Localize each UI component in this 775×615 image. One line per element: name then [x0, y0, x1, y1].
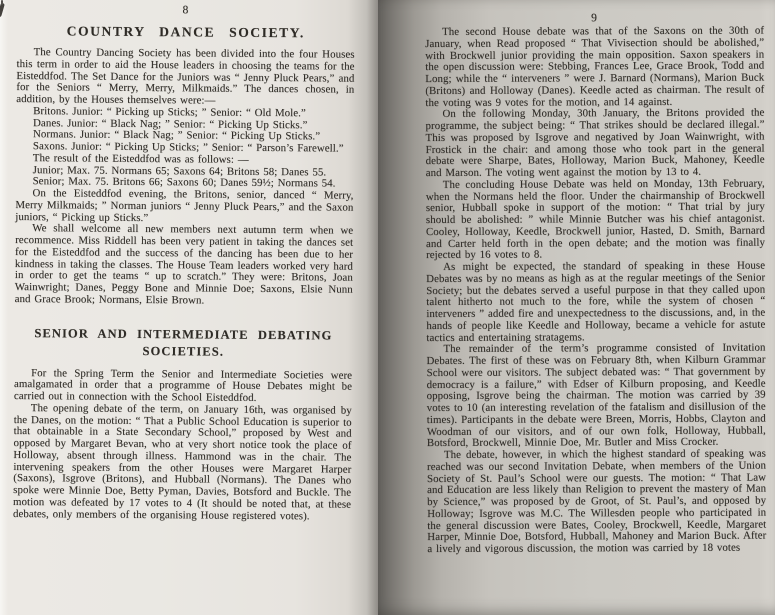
- heading-debating-societies: SENIOR AND INTERMEDIATE DEBATING SOCIETIES.: [34, 325, 333, 359]
- page-right: [378, 0, 775, 615]
- paragraph: On the following Monday, 30th January, the Britons provided the programme, the subject being: “ That strikes should be declared illegal.” This was proposed by Isgrove and negatived by Joan Wainwright, with Frostick in the chair: and among those who took part in the general debate were Sharpe, Bates, Holloway, Marion Buck, Mahoney, Keedle and Marson. The voting went against the motion by 13 to 4.: [425, 106, 765, 179]
- paragraph: The second House debate was that of the Saxons on the 30th of January, when Read proposed “ That Vivisection should be abolished,” with Brockwell junior providing the main opposition. Saxon speakers in the open discussion were: Stebbing, Frances Lee, Grace Brook, Todd and Long; while the “ interveners ” were J. Barnard (Normans), Marion Buck (Britons) and Holloway (Danes). Keedle acted as chairman. The result of the voting was 9 votes for the motion, and 14 against.: [425, 24, 765, 109]
- scan-artifact-mark-small: [1, 0, 3, 5]
- dance-list-line-saxons: Saxons. Junior: “ Picking Up Sticks; ” Senior: “ Parson’s Farewell.”: [32, 140, 344, 155]
- paragraph: For the Spring Term the Senior and Intermediate Societies were amalgamated in order that a programme of House Debates might be carried out in connection with the School Eisteddfod.: [13, 366, 353, 404]
- dance-list-line-normans: Normans. Junior: “ Black Nag; ” Senior: “ Picking Up Sticks.”: [32, 128, 321, 143]
- paragraph: The concluding House Debate was held on Monday, 13th February, when the Normans held the floor. Under the chairmanship of Brockwell senior, Hubball spoke in support of the motion: “ That trial by jury should be abolished: ” while Minnie Butcher was his chief antagonist. Cooley, Holloway, Keedle, Brockwell junior, Hasted, D. Smith, Barnard and Carter held forth in the open debate; and the motion was finally rejected by 16 votes to 8.: [425, 177, 766, 262]
- result-intro-line: The result of the Eisteddfod was as follows: —: [32, 151, 249, 166]
- result-line-junior: Junior; Max. 75. Normans 65; Saxons 64; Britons 58; Danes 55.: [32, 163, 327, 178]
- page-number-right: 9: [591, 12, 598, 25]
- paragraph: As might be expected, the standard of speaking in these House Debates was by no means as high as at the regular meetings of the Senior Society; but the debates served a useful purpose in that they called upon talent hitherto not much to the fore, while the system of chosen “ interveners ” added fire and unexpectedness to the discussions, and, in the hands of people like Keedle and Holloway, became a vehicle for astute tactics and entertaining stratagems.: [426, 259, 766, 344]
- paragraph: The remainder of the term’s programme consisted of Invitation Debates. The first of these was on February 8th, when Kilburn Grammar School were our visitors. The subject debated was: “ That government by democracy is a failure,” with Edser of Kilburn proposing, and Keedle opposing, Isgrove being the chairman. The motion was carried by 39 votes to 10 (an interesting revelation of the fatalism and disillusion of the times). Participants in the debate were Breen, Morris, Hobbs, Clayton and Woodman of our visitors, and of our own folk, Holloway, Hubball, Botsford, Brockwell, Minnie Doe, Mr. Butler and Miss Crocker.: [426, 341, 766, 450]
- paragraph: The debate, however, in which the highest standard of speaking was reached was our second Invitation Debate, when members of the Union Society of St. Paul’s School were our guests. The motion: “ That Law and Education are less likely than Religion to prevent the mastery of Man by Science,” was proposed by de Groot, of St. Paul’s, and opposed by Holloway; Isgrove was M.C. The Willesden people who participated in the general discussion were Bates, Cooley, Brockwell, Keedle, Margaret Harper, Minnie Doe, Botsford, Hubball, Mahoney and Marion Buck. After a lively and vigorous discussion, the motion was carried by 18 votes: [426, 447, 767, 555]
- page-right-text: [425, 12, 766, 556]
- page-number-left: 8: [182, 4, 190, 17]
- dance-list-line-britons: Britons. Junior: “ Picking up Sticks; ” Senior: “ Old Mole.”: [33, 104, 306, 120]
- paragraph: We shall welcome all new members next autumn term when we recommence. Miss Riddell has been very patient in taking the dances set for the Eisteddfod and the success of the dancing has been due to her kindness in taking the classes. The House Team leaders worked very hard in order to get the teams “ up to scratch.” They were: Britons, Joan Wainwright; Danes, Peggy Bone and Minnie Doe; Saxons, Elsie Nunn and Grace Brook; Normans, Elsie Brown.: [14, 222, 354, 307]
- page-left-text: [13, 3, 355, 523]
- paragraph: On the Eisteddfod evening, the Britons, senior, danced “ Merry, Merry Milkmaids; ” Norman juniors “ Jenny Pluck Pears,” and the Saxon juniors, “ Picking up Sticks.”: [15, 187, 354, 224]
- paragraph: The opening debate of the term, on January 16th, was organised by the Danes, on the motion: “ That a Public School Education is superior to that obtainable in a State Secondary School,” proposed by West and opposed by Margaret Bevan, who at very short notice took the place of Holloway, absent through illness. Hammond was in the chair. The intervening speakers from the other Houses were Margaret Harper (Saxons), Isgrove (Britons), and Hubball (Normans). The Danes who spoke were Minnie Doe, Betty Pyman, Davies, Botsford and Buckle. The motion was defeated by 17 votes to 4 (It should be noted that, at these debates, only members of the organising House registered votes).: [12, 401, 352, 522]
- heading-country-dance-society: COUNTRY DANCE SOCIETY.: [66, 23, 305, 41]
- page-left: [0, 0, 378, 615]
- result-line-senior: Senior; Max. 75. Britons 66; Saxons 60; Danes 59½; Normans 54.: [32, 175, 336, 190]
- dance-list-line-danes: Danes. Junior: “ Black Nag; ” Senior: “ Picking Up Sticks.”: [33, 116, 308, 131]
- paragraph: The Country Dancing Society has been divided into the four Houses this term in order to aid the House leaders in choosing the teams for the Eisteddfod. The Set Dance for the Juniors was “ Jenny Pluck Pears,” and for the Seniors “ Merry, Merry, Milkmaids.” The dances chosen, in addition, by the Houses themselves were:—: [16, 46, 355, 107]
